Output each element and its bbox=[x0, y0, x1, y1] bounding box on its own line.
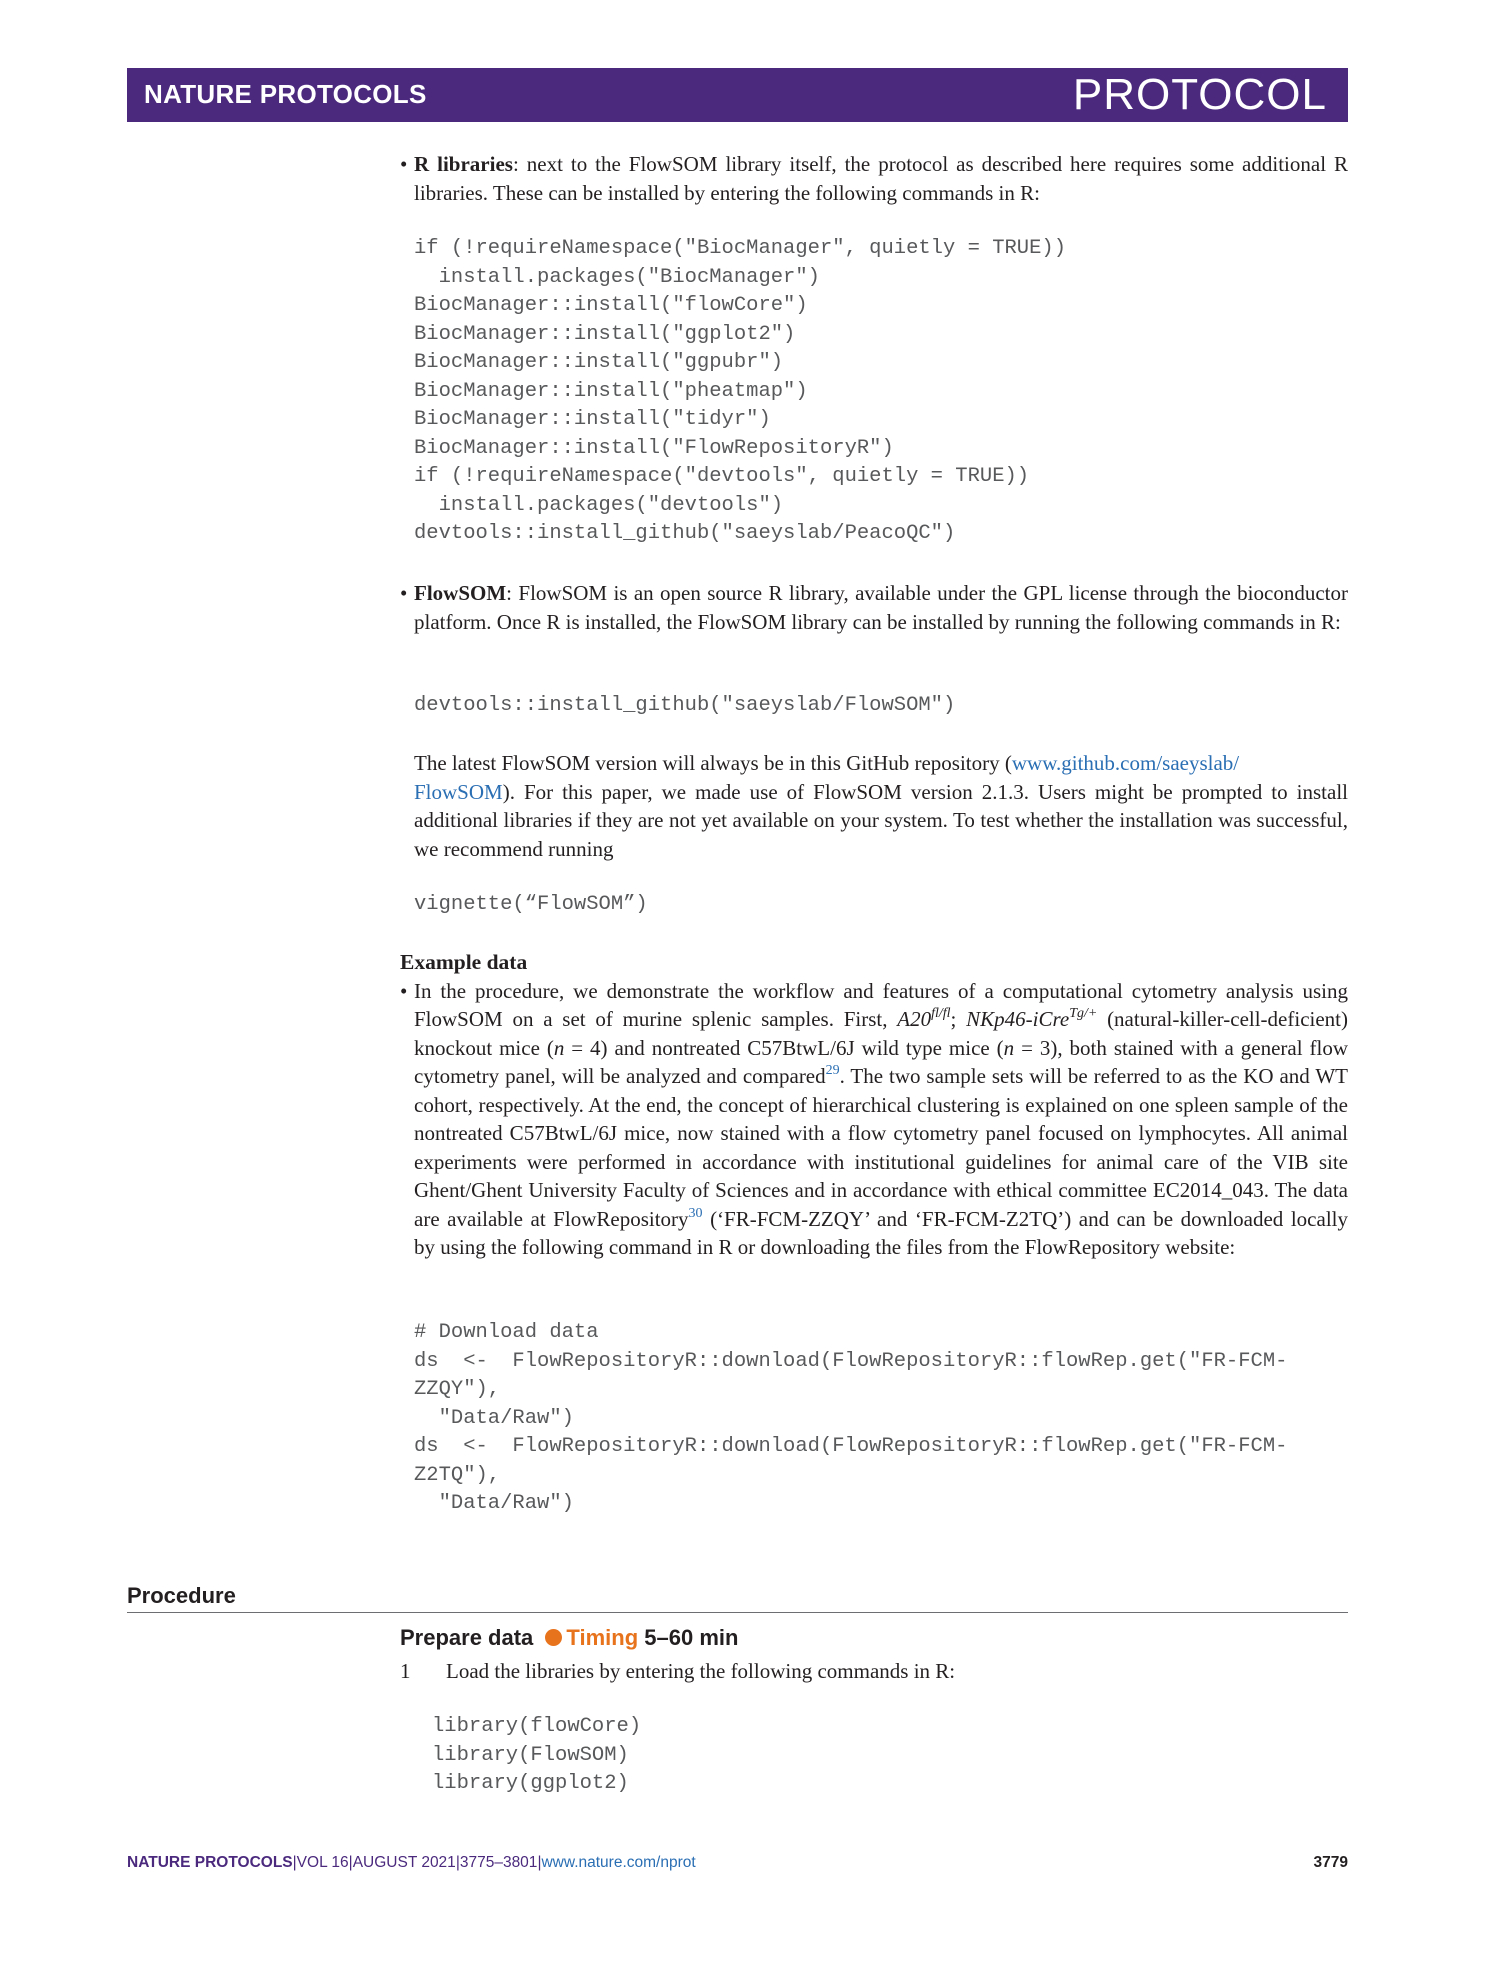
reference-29[interactable]: 29 bbox=[825, 1063, 840, 1078]
load-libraries-code: library(flowCore) library(FlowSOM) library(ggplot2) bbox=[432, 1715, 642, 1795]
reference-30[interactable]: 30 bbox=[688, 1205, 703, 1221]
gene-nkp46: NKp46-iCre bbox=[966, 1007, 1070, 1031]
download-data-code: # Download data ds <- FlowRepositoryR::download(FlowRepositoryR::flowRep.get("FR-FCM- ZZQY"), "Data/Raw") ds <- FlowRepositoryR::download(FlowRepositoryR::flowRep.get("FR-FCM- Z2TQ"), "Data/Raw") bbox=[414, 1321, 1288, 1515]
timing-dot-icon bbox=[545, 1629, 562, 1646]
github-link[interactable]: www.github.com/saeyslab/ FlowSOM bbox=[414, 751, 1240, 804]
prepare-data-heading bbox=[400, 1625, 738, 1651]
example-data-item: • In the procedure, we demonstrate the workflow and features of a computational cytometry analysis using FlowSOM on a set of murine splenic samples. First, $A20^{fl/fl}$; NKp46-iCre$^{Tg/+}$ (natural-killer-cell-deficient) knockout mice (n = 4) and nontreated C57BtwL/6J wild type mice (n = 3), both stained with a general flow cytometry panel, will be analyzed and compared$^{29}$. The two sample sets will be referred to as the KO and WT cohort, respectively. At the end, the concept of hierarchical clustering is explained on one spleen sample of the nontreated C57BtwL/6J mice, now stained with a flow cytometry panel focused on lymphocytes. All animal experiments were performed in accordance with institutional guidelines for animal care of the VIB site Ghent/Ghent University Faculty of Sciences and in accordance with ethical committee EC2014_043. The data are available at FlowRepository$^{30}$ (‘FR-FCM-ZZQY’ and ‘FR-FCM-Z2TQ’) and can be downloaded locally by using the following command in R or downloading the files from the FlowRepository website: bbox=[400, 977, 1348, 1262]
procedure-heading: Procedure bbox=[127, 1583, 1348, 1613]
step-text: Load the libraries by entering the following commands in R: bbox=[446, 1659, 956, 1683]
gene-a20: A20 bbox=[897, 1007, 932, 1031]
flowsom-section bbox=[400, 579, 1348, 636]
flowsom-item bbox=[400, 579, 1348, 636]
vignette-code: vignette(“FlowSOM”) bbox=[414, 893, 648, 916]
flowsom-version-para bbox=[400, 749, 1348, 863]
journal-banner bbox=[127, 68, 1348, 122]
example-data-heading: Example data bbox=[400, 950, 528, 974]
flowsom-para-start: The latest FlowSOM version will always be in this GitHub repository ( bbox=[414, 751, 1012, 775]
example-data-section bbox=[400, 948, 1348, 1262]
page-footer: NATURE PROTOCOLS|VOL 16|AUGUST 2021|3775–3801|www.nature.com/nprot 3779 bbox=[127, 1854, 1348, 1871]
r-libraries-code: if (!requireNamespace("BiocManager", quietly = TRUE)) install.packages("BiocManager") BiocManager::install("flowCore") BiocManager::install("ggplot2") BiocManager::install("ggpubr") BiocManager::install("pheatmap") BiocManager::install("tidyr") BiocManager::install("FlowRepositoryR") if (!requireNamespace("devtools", quietly = TRUE)) install.packages("devtools") devtools::install_github("saeyslab/PeacoQC") bbox=[414, 237, 1067, 545]
footer-volume: VOL 16 bbox=[296, 1854, 349, 1871]
journal-name: NATURE PROTOCOLS bbox=[144, 79, 427, 109]
footer-date: AUGUST 2021 bbox=[352, 1854, 456, 1871]
page-number: 3779 bbox=[1313, 1854, 1348, 1871]
r-libraries-section bbox=[400, 150, 1348, 207]
prepare-data-label: Prepare data bbox=[400, 1625, 534, 1650]
r-libraries-item bbox=[400, 150, 1348, 207]
step-number: 1 bbox=[400, 1659, 411, 1683]
timing-label: Timing bbox=[566, 1625, 639, 1650]
flowsom-text: : FlowSOM is an open source R library, available under the GPL license through the bioconductor platform. Once R is installed, the FlowSOM library can be installed by running the following commands in R: bbox=[414, 581, 1348, 634]
footer-pages: 3775–3801 bbox=[459, 1854, 538, 1871]
r-libraries-label: R libraries bbox=[414, 152, 513, 176]
flowsom-para-end: ). For this paper, we made use of FlowSOM version 2.1.3. Users might be prompted to install additional libraries if they are not yet available on your system. To test whether the installation was successful, we recommend running bbox=[414, 779, 1348, 861]
footer-url[interactable]: www.nature.com/nprot bbox=[541, 1854, 696, 1871]
r-libraries-text: : next to the FlowSOM library itself, the protocol as described here requires some additional R libraries. These can be installed by entering the following commands in R: bbox=[414, 152, 1348, 205]
timing-value: 5–60 min bbox=[644, 1625, 739, 1650]
footer-journal: NATURE PROTOCOLS bbox=[127, 1854, 293, 1871]
flowsom-label: FlowSOM bbox=[414, 581, 507, 605]
flowsom-install-code: devtools::install_github("saeyslab/FlowSOM") bbox=[414, 694, 956, 717]
article-type: PROTOCOL bbox=[1072, 70, 1327, 119]
